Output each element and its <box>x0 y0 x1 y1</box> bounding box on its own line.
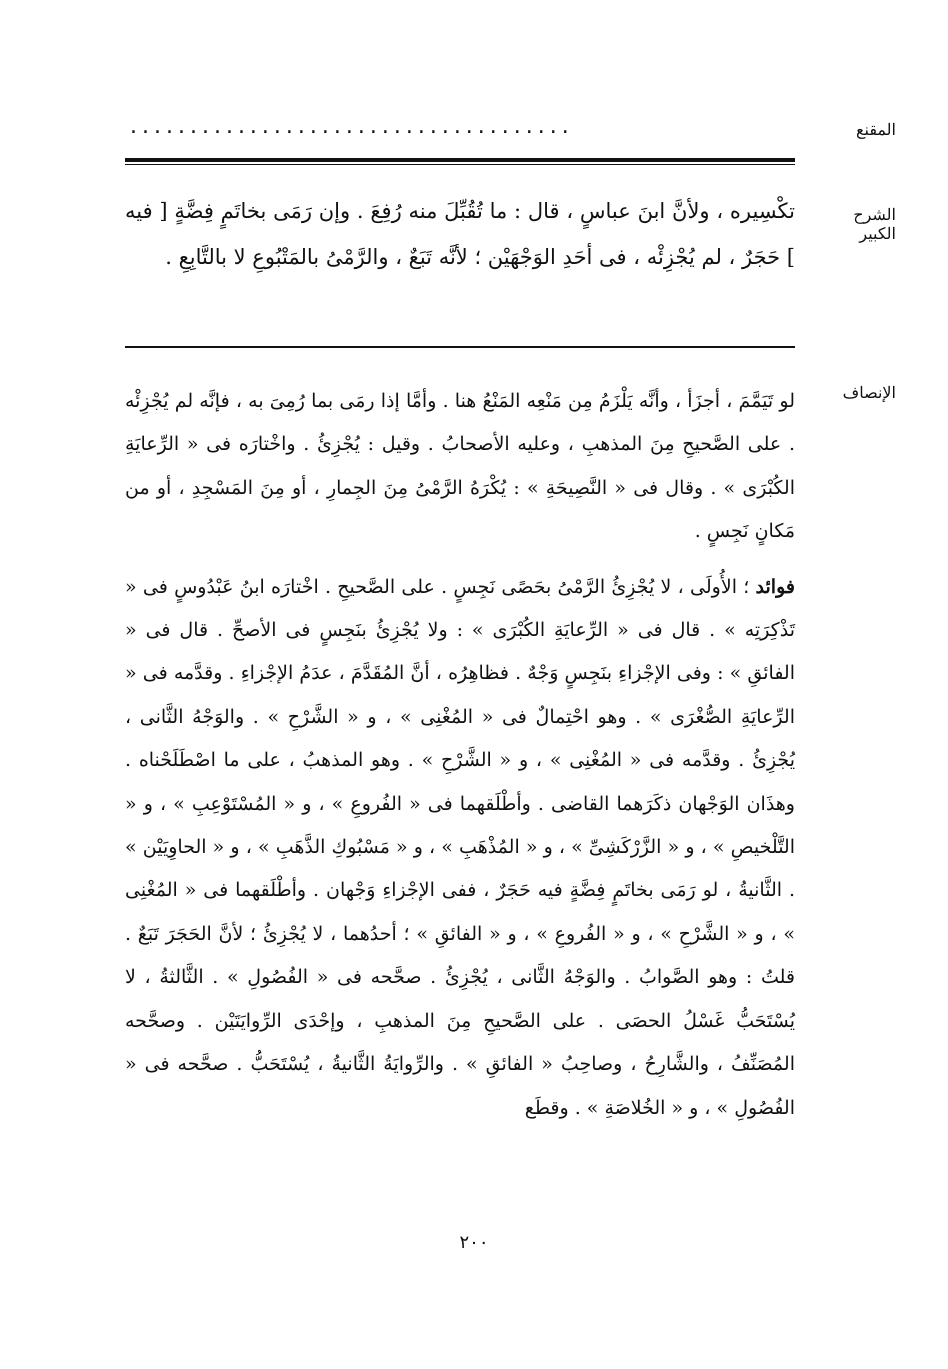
sharh-paragraph: تكْسِيره ، ولأنَّ ابنَ عباسٍ ، قال : ما تُقُبِّلَ منه رُفِعَ . وإن رَمَى بخاتَمٍ فِضَّةٍ [ فيه ] حَجَرٌ ، لم يُجْزِئْه ، فى أحَدِ الوَجْهَيْن ؛ لأنَّه تَبَعٌ ، والرَّمْىُ بالمَتْبُوعِ لا بالتَّابِعِ . <box>125 199 795 269</box>
insaf-text-block <box>125 380 795 1130</box>
fawaid-text: ؛ الأُولَى ، لا يُجْزِئُ الرَّمْىُ بحَصًى نَجِسٍ . على الصَّحيحِ . اخْتارَه ابنُ عَبْدُوسٍ فى « تَذْكِرَتِه » . قال فى « الرِّعايَةِ الكُبْرَى » : ولا يُجْزِئُ بنَجِسٍ فى الأصحِّ . قال فى « الفائقِ » : وفى الإجْزاءِ بنَجِسٍ وَجْهٌ . فظاهِرُه ، أنَّ المُقَدَّمَ ، عدَمُ الإجْزاءِ . وقدَّمه فى « الرِّعايَةِ الصُّغْرَى » . وهو احْتِمالٌ فى « المُغْنِى » ، و « الشَّرْحِ » . والوَجْهُ الثَّانى ، يُجْزِئُ . وقدَّمه فى « المُغْنِى » ، و « الشَّرْحِ » . وهو المذهبُ ، على ما اصْطَلَحْناه . وهذَان الوَجْهان ذكَرَهما القاضى . وأطْلَقهما فى « الفُروعِ » ، و « المُسْتَوْعِبِ » ، و « التَّلْخيصِ » ، و « الزَّرْكَشِىِّ » ، و « المُذْهَبِ » ، و « مَسْبُوكِ الذَّهَبِ » ، و « الحاوِيَيْن » . الثَّانيةُ ، لو رَمَى بخاتَمٍ فِضَّةٍ فيه حَجَرٌ ، ففى الإجْزاءِ وَجْهان . وأطْلَقهما فى « المُغْنِى » ، و « الشَّرْحِ » ، و « الفُروعِ » ، و « الفائقِ » ؛ أحدُهما ، لا يُجْزِئُ ؛ لأنَّ الحَجَرَ تَبَعٌ . قلتُ : وهو الصَّوابُ . والوَجْهُ الثَّانى ، يُجْزِئُ . صحَّحه فى « الفُصُولِ » . الثَّالثةُ ، لا يُسْتَحَبُّ غَسْلُ الحصَى . على الصَّحيحِ مِنَ المذهبِ ، وإحْدَى الرِّوايَتَيْن . وصحَّحه المُصَنِّفُ ، والشَّارِحُ ، وصاحِبُ « الفائقِ » . والرِّوايَةُ الثَّانيةُ ، يُسْتَحَبُّ . صحَّحه فى « الفُصُولِ » ، و « الخُلاصَةِ » . وقطَع <box>125 575 795 1119</box>
section-divider <box>125 346 795 348</box>
page-number: ٢٠٠ <box>459 1232 489 1253</box>
muqni-dotted-line: ..................................... <box>130 114 574 139</box>
section-divider-thick <box>125 158 795 162</box>
section-divider-thin <box>125 164 795 165</box>
sharh-text-block <box>125 188 795 280</box>
insaf-paragraph-2 <box>125 566 795 1130</box>
insaf-paragraph-1: لو تَيَمَّمَ ، أجزَأ ، وأنَّه يَلْزَمُ مِن مَنْعِه المَنْعُ هنا . وأمَّا إذا رمَى بما رُمِىَ به ، فإنَّه لم يُجْزِئْه . على الصَّحيحِ مِنَ المذهبِ ، وعليه الأصحابُ . وقيل : يُجْزِئُ . واخْتارَه فى « الرِّعايَةِ الكُبْرَى » . وقال فى « النَّصِيحَةِ » : يُكْرَهُ الرَّمْىُ مِنَ الجِمارِ ، أو مِنَ المَسْجِدِ ، أو من مَكانٍ نَجِسٍ . <box>125 390 795 543</box>
sharh-label: الشرح الكبير <box>853 205 896 243</box>
muqni-label: المقنع <box>855 120 896 139</box>
fawaid-heading: فوائد <box>755 575 795 598</box>
insaf-label: الإنصاف <box>842 383 896 402</box>
